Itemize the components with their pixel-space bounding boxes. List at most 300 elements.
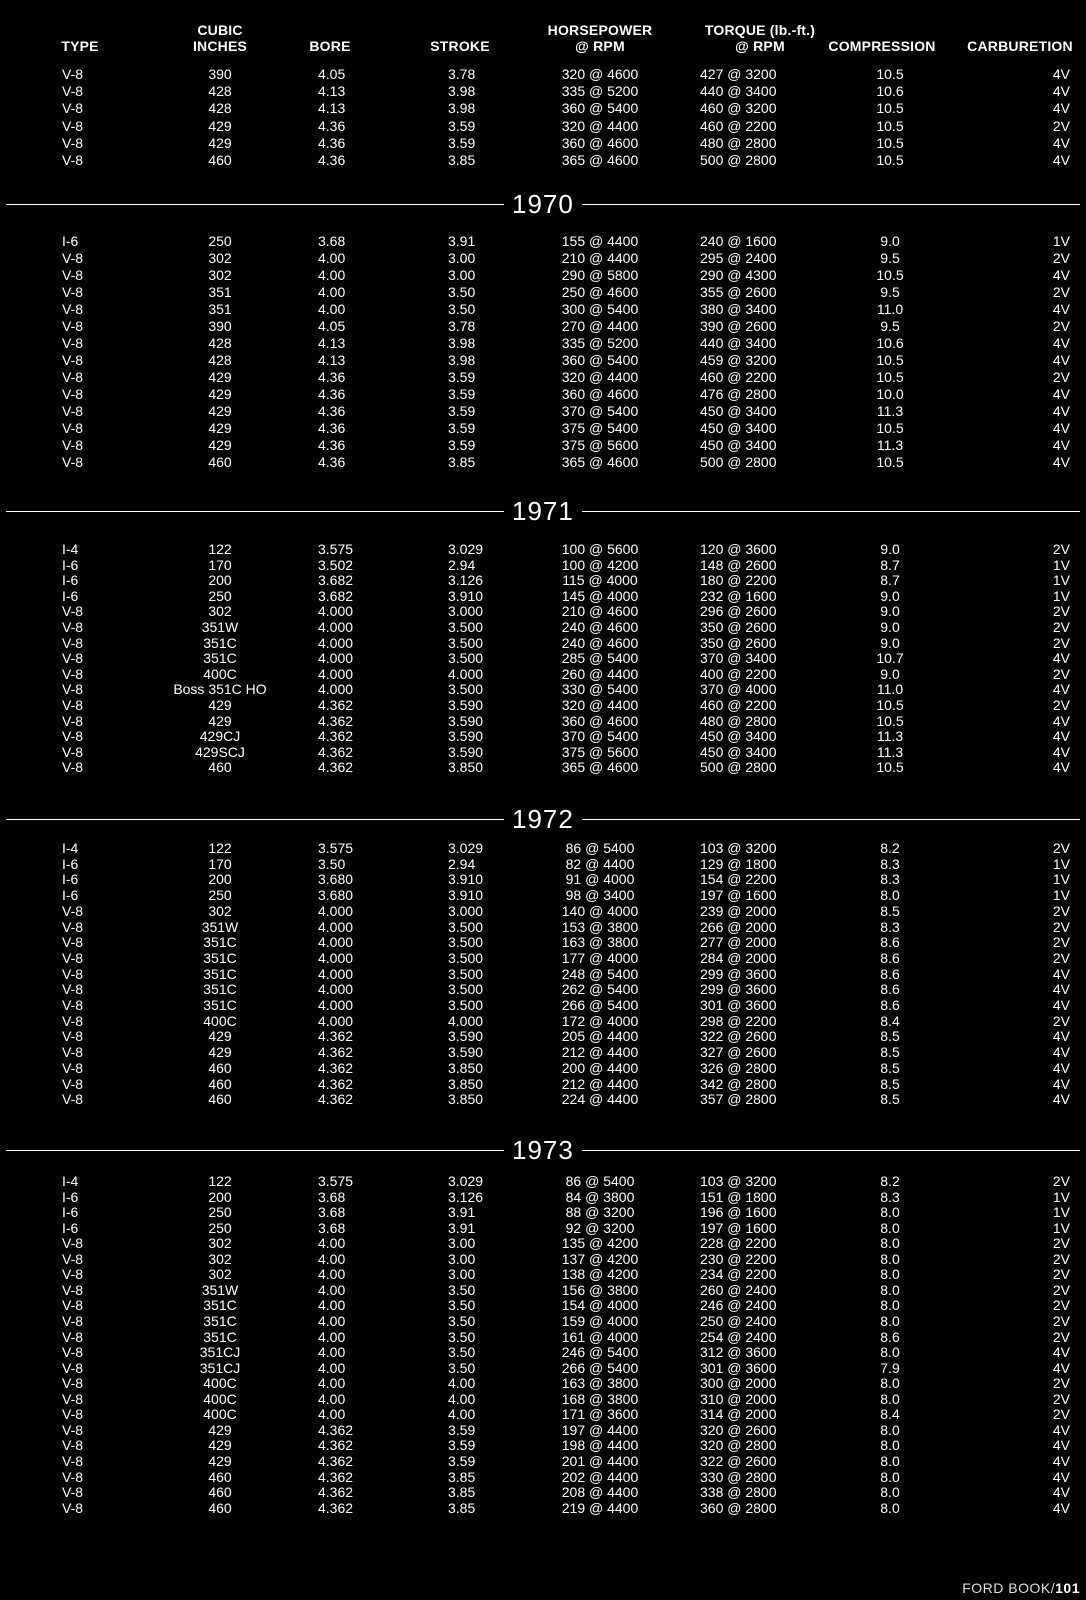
table-row	[0, 135, 1086, 152]
cell-cubic-inches: 351	[208, 301, 232, 317]
cell-type: V-8	[62, 1437, 84, 1454]
cell-cubic-inches: 302	[208, 267, 232, 283]
cell-cubic-inches: 250	[208, 887, 232, 904]
cell-carburetion: 4V	[1052, 1044, 1070, 1061]
cell-stroke: 3.500	[448, 949, 484, 966]
table-row	[0, 1313, 1086, 1330]
cell-bore: 4.00	[318, 1297, 346, 1314]
cell-compression: 10.5	[876, 267, 904, 283]
cell-compression: 9.0	[880, 587, 900, 604]
cell-type: I-4	[62, 541, 79, 557]
cell-torque: 500 @ 2800	[700, 152, 777, 168]
cell-cubic-inches: 351C	[203, 981, 237, 998]
cell-cubic-inches: 351C	[203, 634, 237, 651]
cell-stroke: 3.500	[448, 997, 484, 1013]
cell-carburetion: 2V	[1052, 1313, 1070, 1329]
table-row	[0, 369, 1086, 386]
cell-carburetion: 4V	[1052, 1452, 1070, 1469]
cell-carburetion: 4V	[1052, 1484, 1070, 1500]
cell-bore: 4.362	[318, 728, 354, 745]
cell-compression: 8.5	[880, 1091, 900, 1108]
cell-cubic-inches: 351W	[201, 1281, 239, 1298]
cell-stroke: 3.00	[448, 1250, 476, 1267]
cell-type: V-8	[62, 619, 84, 635]
cell-bore: 4.362	[318, 1452, 354, 1469]
cell-stroke: 3.500	[448, 650, 484, 667]
cell-stroke: 4.00	[448, 1375, 476, 1392]
cell-stroke: 3.50	[448, 1297, 476, 1314]
cell-stroke: 3.50	[448, 1344, 476, 1360]
cell-type: V-8	[62, 335, 84, 351]
cell-horsepower: 320 @ 4400	[561, 117, 639, 134]
cell-compression: 10.5	[876, 759, 904, 776]
cell-torque: 296 @ 2600	[700, 603, 777, 620]
cell-compression: 8.0	[880, 1421, 900, 1438]
cell-compression: 10.0	[876, 386, 904, 402]
cell-horsepower: 370 @ 5400	[561, 728, 639, 745]
cell-horsepower: 285 @ 5400	[561, 650, 639, 667]
cell-type: V-8	[62, 1059, 84, 1076]
cell-carburetion: 4V	[1052, 1075, 1070, 1092]
cell-stroke: 3.59	[448, 369, 476, 385]
cell-carburetion: 4V	[1052, 403, 1070, 419]
cell-carburetion: 4V	[1052, 1344, 1070, 1360]
cell-carburetion: 2V	[1052, 318, 1070, 334]
cell-torque: 266 @ 2000	[700, 918, 777, 935]
cell-cubic-inches: 400C	[203, 1012, 237, 1029]
cell-horsepower: 86 @ 5400	[565, 1173, 635, 1189]
cell-horsepower: 205 @ 4400	[561, 1028, 639, 1045]
cell-bore: 4.00	[318, 1313, 346, 1329]
cell-carburetion: 2V	[1052, 902, 1070, 919]
cell-torque: 299 @ 3600	[700, 981, 777, 998]
table-row	[0, 541, 1086, 558]
cell-carburetion: 2V	[1052, 603, 1070, 620]
cell-compression: 11.0	[876, 681, 904, 698]
cell-torque: 180 @ 2200	[700, 572, 777, 589]
cell-torque: 500 @ 2800	[700, 454, 777, 470]
cell-stroke: 3.91	[448, 1219, 476, 1236]
table-row	[0, 284, 1086, 301]
table-row	[0, 919, 1086, 936]
cell-bore: 4.362	[318, 712, 354, 729]
cell-type: V-8	[62, 1281, 84, 1298]
table-row	[0, 1013, 1086, 1030]
cell-torque: 228 @ 2200	[700, 1235, 777, 1252]
cell-compression: 8.0	[880, 887, 900, 904]
cell-bore: 3.502	[318, 556, 354, 573]
table-row	[0, 437, 1086, 454]
cell-compression: 8.6	[880, 1328, 900, 1345]
cell-bore: 4.36	[318, 134, 346, 151]
cell-cubic-inches: 302	[208, 1250, 232, 1267]
cell-compression: 8.6	[880, 949, 900, 966]
cell-horsepower: 320 @ 4600	[561, 66, 639, 82]
table-row	[0, 1422, 1086, 1439]
cell-bore: 4.36	[318, 369, 346, 385]
cell-bore: 3.680	[318, 887, 354, 904]
cell-type: V-8	[62, 1028, 84, 1045]
cell-torque: 450 @ 3400	[700, 420, 777, 436]
cell-torque: 440 @ 3400	[700, 83, 777, 100]
table-row	[0, 66, 1086, 83]
cell-carburetion: 4V	[1052, 1437, 1070, 1454]
cell-compression: 8.0	[880, 1437, 900, 1454]
cell-compression: 10.5	[876, 454, 904, 470]
cell-type: V-8	[62, 634, 84, 651]
cell-cubic-inches: 460	[208, 759, 232, 776]
cell-torque: 450 @ 3400	[700, 728, 777, 745]
cell-bore: 3.682	[318, 572, 354, 589]
cell-cubic-inches: 460	[208, 1091, 232, 1108]
cell-cubic-inches: 460	[208, 454, 232, 470]
cell-carburetion: 2V	[1052, 697, 1070, 713]
cell-compression: 10.6	[876, 335, 904, 351]
cell-carburetion: 2V	[1052, 541, 1070, 557]
cell-torque: 197 @ 1600	[700, 887, 777, 904]
cell-bore: 4.00	[318, 1266, 346, 1283]
cell-cubic-inches: 122	[208, 1173, 232, 1189]
cell-carburetion: 4V	[1052, 1028, 1070, 1045]
cell-stroke: 3.85	[448, 152, 476, 168]
cell-cubic-inches: 351C	[203, 650, 237, 667]
cell-horsepower: 135 @ 4200	[561, 1235, 639, 1252]
table-row	[0, 1406, 1086, 1423]
cell-stroke: 3.50	[448, 1313, 476, 1329]
cell-cubic-inches: 302	[208, 1235, 232, 1252]
cell-horsepower: 200 @ 4400	[561, 1059, 639, 1076]
cell-type: V-8	[62, 437, 84, 453]
cell-cubic-inches: 351C	[203, 1328, 237, 1345]
cell-compression: 8.0	[880, 1499, 900, 1516]
cell-type: V-8	[62, 665, 84, 682]
cell-horsepower: 155 @ 4400	[561, 233, 639, 249]
cell-type: V-8	[62, 1328, 84, 1345]
cell-cubic-inches: 200	[208, 871, 232, 888]
cell-torque: 480 @ 2800	[700, 134, 777, 151]
cell-type: V-8	[62, 1390, 84, 1407]
cell-cubic-inches: 460	[208, 1499, 232, 1516]
table-row	[0, 1453, 1086, 1470]
year-heading: 1973	[504, 1136, 582, 1164]
cell-compression: 8.5	[880, 1028, 900, 1045]
table-row	[0, 1266, 1086, 1283]
cell-bore: 4.000	[318, 902, 354, 919]
cell-cubic-inches: 428	[208, 335, 232, 351]
cell-stroke: 3.50	[448, 1281, 476, 1298]
cell-horsepower: 365 @ 4600	[561, 152, 639, 168]
cell-torque: 196 @ 1600	[700, 1204, 777, 1221]
cell-type: V-8	[62, 117, 84, 134]
cell-cubic-inches: 429	[208, 1452, 232, 1469]
cell-torque: 450 @ 3400	[700, 743, 777, 760]
table-row	[0, 981, 1086, 998]
cell-torque: 103 @ 3200	[700, 1173, 777, 1189]
cell-carburetion: 4V	[1052, 335, 1070, 351]
cell-torque: 338 @ 2800	[700, 1484, 777, 1500]
cell-torque: 322 @ 2600	[700, 1452, 777, 1469]
cell-torque: 320 @ 2600	[700, 1421, 777, 1438]
table-row	[0, 966, 1086, 983]
table-row	[0, 713, 1086, 730]
cell-stroke: 3.59	[448, 134, 476, 151]
cell-stroke: 3.000	[448, 603, 484, 620]
cell-compression: 8.3	[880, 871, 900, 888]
cell-type: V-8	[62, 965, 84, 982]
cell-bore: 4.362	[318, 1468, 354, 1485]
cell-cubic-inches: 302	[208, 603, 232, 620]
cell-carburetion: 4V	[1052, 267, 1070, 283]
table-row	[0, 267, 1086, 284]
cell-bore: 4.362	[318, 1044, 354, 1061]
cell-type: V-8	[62, 1375, 84, 1392]
cell-compression: 8.7	[880, 556, 900, 573]
cell-horsepower: 84 @ 3800	[565, 1188, 635, 1205]
cell-cubic-inches: 250	[208, 233, 232, 249]
cell-cubic-inches: 429	[208, 420, 232, 436]
table-row	[0, 1484, 1086, 1501]
cell-cubic-inches: 351W	[201, 918, 239, 935]
table-row	[0, 666, 1086, 683]
cell-torque: 148 @ 2600	[700, 556, 777, 573]
cell-compression: 8.3	[880, 1188, 900, 1205]
cell-compression: 9.5	[880, 318, 900, 334]
cell-torque: 370 @ 3400	[700, 650, 777, 667]
table-row	[0, 840, 1086, 857]
cell-stroke: 2.94	[448, 855, 476, 872]
cell-carburetion: 2V	[1052, 918, 1070, 935]
cell-torque: 322 @ 2600	[700, 1028, 777, 1045]
year-divider-1971	[0, 497, 1086, 527]
cell-stroke: 3.59	[448, 420, 476, 436]
cell-carburetion: 2V	[1052, 949, 1070, 966]
cell-carburetion: 1V	[1052, 556, 1070, 573]
cell-stroke: 3.91	[448, 233, 476, 249]
cell-bore: 4.36	[318, 403, 346, 419]
cell-bore: 3.575	[318, 541, 354, 557]
cell-bore: 3.50	[318, 855, 346, 872]
cell-compression: 8.0	[880, 1468, 900, 1485]
cell-stroke: 3.029	[448, 1173, 484, 1189]
cell-type: V-8	[62, 454, 84, 470]
cell-compression: 8.0	[880, 1313, 900, 1329]
cell-cubic-inches: 428	[208, 100, 232, 117]
cell-compression: 8.3	[880, 855, 900, 872]
cell-carburetion: 4V	[1052, 997, 1070, 1013]
table-row	[0, 871, 1086, 888]
table-row	[0, 1028, 1086, 1045]
cell-type: I-4	[62, 840, 79, 856]
cell-stroke: 4.000	[448, 665, 484, 682]
cell-horsepower: 137 @ 4200	[561, 1250, 639, 1267]
cell-torque: 380 @ 3400	[700, 301, 777, 317]
cell-horsepower: 360 @ 5400	[561, 352, 639, 368]
cell-compression: 9.0	[880, 665, 900, 682]
cell-bore: 4.362	[318, 697, 354, 713]
cell-torque: 299 @ 3600	[700, 965, 777, 982]
cell-cubic-inches: 400C	[203, 1375, 237, 1392]
cell-torque: 460 @ 2200	[700, 117, 777, 134]
cell-horsepower: 360 @ 5400	[561, 100, 639, 117]
cell-carburetion: 2V	[1052, 1406, 1070, 1423]
cell-horsepower: 224 @ 4400	[561, 1091, 639, 1108]
cell-horsepower: 88 @ 3200	[565, 1204, 635, 1221]
cell-torque: 342 @ 2800	[700, 1075, 777, 1092]
cell-cubic-inches: 302	[208, 1266, 232, 1283]
cell-type: V-8	[62, 134, 84, 151]
cell-carburetion: 4V	[1052, 981, 1070, 998]
cell-bore: 4.000	[318, 949, 354, 966]
cell-type: V-8	[62, 934, 84, 951]
cell-horsepower: 375 @ 5400	[561, 420, 639, 436]
table-row	[0, 1189, 1086, 1206]
cell-compression: 8.5	[880, 1075, 900, 1092]
table-row	[0, 420, 1086, 437]
cell-cubic-inches: 351CJ	[199, 1344, 241, 1360]
cell-torque: 355 @ 2600	[700, 284, 777, 300]
cell-cubic-inches: 429	[208, 1437, 232, 1454]
cell-stroke: 3.850	[448, 1075, 484, 1092]
cell-cubic-inches: 302	[208, 250, 232, 266]
cell-type: V-8	[62, 1044, 84, 1061]
cell-torque: 284 @ 2000	[700, 949, 777, 966]
cell-type: V-8	[62, 759, 84, 776]
cell-bore: 3.575	[318, 1173, 354, 1189]
table-row	[0, 1091, 1086, 1108]
cell-compression: 11.3	[876, 403, 904, 419]
cell-stroke: 3.91	[448, 1204, 476, 1221]
cell-carburetion: 1V	[1052, 1188, 1070, 1205]
cell-stroke: 3.590	[448, 1028, 484, 1045]
cell-stroke: 3.98	[448, 83, 476, 100]
cell-torque: 301 @ 3600	[700, 997, 777, 1013]
cell-carburetion: 2V	[1052, 1328, 1070, 1345]
cell-horsepower: 201 @ 4400	[561, 1452, 639, 1469]
cell-stroke: 3.78	[448, 318, 476, 334]
cell-horsepower: 246 @ 5400	[561, 1344, 639, 1360]
cell-carburetion: 2V	[1052, 1297, 1070, 1314]
cell-torque: 480 @ 2800	[700, 712, 777, 729]
cell-type: V-8	[62, 1313, 84, 1329]
cell-torque: 129 @ 1800	[700, 855, 777, 872]
cell-compression: 8.6	[880, 981, 900, 998]
cell-compression: 10.7	[876, 650, 904, 667]
cell-stroke: 3.59	[448, 403, 476, 419]
cell-stroke: 3.590	[448, 712, 484, 729]
page-footer	[962, 1580, 1080, 1596]
cell-type: V-8	[62, 918, 84, 935]
cell-type: V-8	[62, 981, 84, 998]
cell-cubic-inches: 429	[208, 697, 232, 713]
table-row	[0, 1076, 1086, 1093]
cell-stroke: 3.029	[448, 541, 484, 557]
cell-type: V-8	[62, 352, 84, 368]
cell-torque: 476 @ 2800	[700, 386, 777, 402]
cell-horsepower: 335 @ 5200	[561, 83, 639, 100]
cell-carburetion: 4V	[1052, 728, 1070, 745]
cell-bore: 4.00	[318, 301, 346, 317]
cell-bore: 4.36	[318, 437, 346, 453]
cell-bore: 4.000	[318, 1012, 354, 1029]
table-row	[0, 1220, 1086, 1237]
cell-carburetion: 4V	[1052, 301, 1070, 317]
cell-type: I-6	[62, 572, 79, 589]
column-header-compression: COMPRESSION	[828, 38, 936, 54]
table-row	[0, 603, 1086, 620]
cell-stroke: 3.850	[448, 1091, 484, 1108]
cell-cubic-inches: 460	[208, 1075, 232, 1092]
cell-torque: 327 @ 2600	[700, 1044, 777, 1061]
cell-carburetion: 2V	[1052, 1266, 1070, 1283]
cell-bore: 4.00	[318, 1235, 346, 1252]
cell-stroke: 3.590	[448, 743, 484, 760]
footer-separator: /	[1050, 1580, 1056, 1596]
cell-bore: 4.362	[318, 1421, 354, 1438]
cell-cubic-inches: 351C	[203, 997, 237, 1013]
cell-stroke: 3.500	[448, 981, 484, 998]
table-row	[0, 887, 1086, 904]
cell-type: I-6	[62, 1219, 79, 1236]
cell-compression: 8.0	[880, 1484, 900, 1500]
cell-bore: 3.68	[318, 1204, 346, 1221]
cell-bore: 4.362	[318, 1091, 354, 1108]
cell-horsepower: 82 @ 4400	[565, 855, 635, 872]
cell-stroke: 3.50	[448, 284, 476, 300]
cell-carburetion: 4V	[1052, 1468, 1070, 1485]
cell-horsepower: 98 @ 3400	[565, 887, 635, 904]
cell-carburetion: 2V	[1052, 1012, 1070, 1029]
cell-horsepower: 262 @ 5400	[561, 981, 639, 998]
cell-carburetion: 4V	[1052, 437, 1070, 453]
cell-stroke: 3.126	[448, 572, 484, 589]
cell-torque: 314 @ 2000	[700, 1406, 777, 1423]
cell-carburetion: 4V	[1052, 420, 1070, 436]
cell-torque: 298 @ 2200	[700, 1012, 777, 1029]
cell-cubic-inches: 351W	[201, 619, 239, 635]
cell-bore: 4.362	[318, 759, 354, 776]
cell-carburetion: 2V	[1052, 665, 1070, 682]
cell-horsepower: 159 @ 4000	[561, 1313, 639, 1329]
cell-torque: 450 @ 3400	[700, 403, 777, 419]
cell-bore: 4.00	[318, 1328, 346, 1345]
cell-compression: 10.5	[876, 152, 904, 168]
cell-cubic-inches: 200	[208, 572, 232, 589]
cell-compression: 10.5	[876, 117, 904, 134]
cell-carburetion: 4V	[1052, 66, 1070, 82]
cell-horsepower: 266 @ 5400	[561, 997, 639, 1013]
year-heading: 1971	[504, 497, 582, 525]
cell-type: V-8	[62, 1235, 84, 1252]
column-header-bore: BORE	[309, 38, 351, 54]
cell-stroke: 3.500	[448, 965, 484, 982]
cell-stroke: 3.029	[448, 840, 484, 856]
cell-carburetion: 2V	[1052, 1250, 1070, 1267]
cell-bore: 4.000	[318, 918, 354, 935]
cell-horsepower: 115 @ 4000	[562, 572, 638, 589]
cell-stroke: 3.850	[448, 1059, 484, 1076]
cell-stroke: 3.126	[448, 1188, 484, 1205]
cell-carburetion: 1V	[1052, 1219, 1070, 1236]
cell-cubic-inches: 460	[208, 1484, 232, 1500]
table-row	[0, 903, 1086, 920]
cell-type: V-8	[62, 100, 84, 117]
cell-cubic-inches: 250	[208, 1204, 232, 1221]
cell-type: V-8	[62, 681, 84, 698]
table-row	[0, 856, 1086, 873]
cell-cubic-inches: 429CJ	[199, 728, 241, 745]
cell-bore: 4.13	[318, 83, 346, 100]
cell-carburetion: 1V	[1052, 572, 1070, 589]
